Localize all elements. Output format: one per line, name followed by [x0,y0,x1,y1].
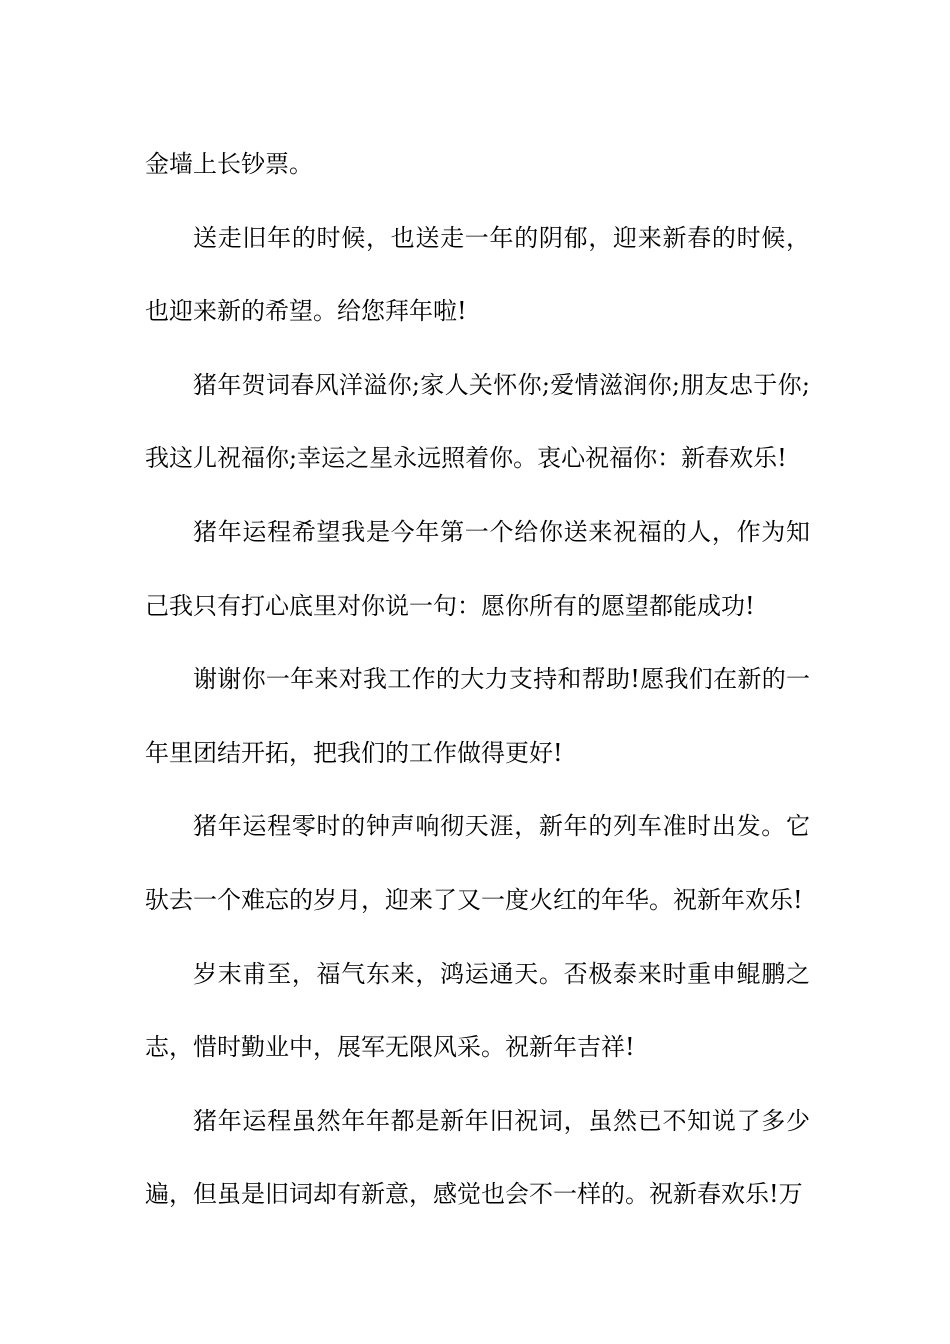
paragraph-6: 猪年运程零时的钟声响彻天涯，新年的列车准时出发。它驮去一个难忘的岁月，迎来了又一度火红的年华。祝新年欢乐! [145,812,810,914]
paragraph-3: 猪年贺词春风洋溢你;家人关怀你;爱情滋润你;朋友忠于你;我这儿祝福你;幸运之星永远照着你。衷心祝福你：新春欢乐! [145,370,810,473]
paragraph-7: 岁末甫至，福气东来，鸿运通天。否极泰来时重申鲲鹏之志，惜时勤业中，展军无限风采。祝新年吉祥! [145,959,810,1062]
paragraph-8: 猪年运程虽然年年都是新年旧祝词，虽然已不知说了多少遍，但虽是旧词却有新意，感觉也会不一样的。祝新春欢乐!万 [145,1106,810,1209]
paragraph-4: 猪年运程希望我是今年第一个给你送来祝福的人，作为知己我只有打心底里对你说一句：愿你所有的愿望都能成功! [145,517,810,620]
paragraph-2: 送走旧年的时候，也送走一年的阴郁，迎来新春的时候，也迎来新的希望。给您拜年啦! [145,223,810,326]
document-body [145,128,810,1232]
paragraph-1: 金墙上长钞票。 [145,150,313,178]
paragraph-5: 谢谢你一年来对我工作的大力支持和帮助!愿我们在新的一年里团结开拓，把我们的工作做得更好! [145,665,810,767]
